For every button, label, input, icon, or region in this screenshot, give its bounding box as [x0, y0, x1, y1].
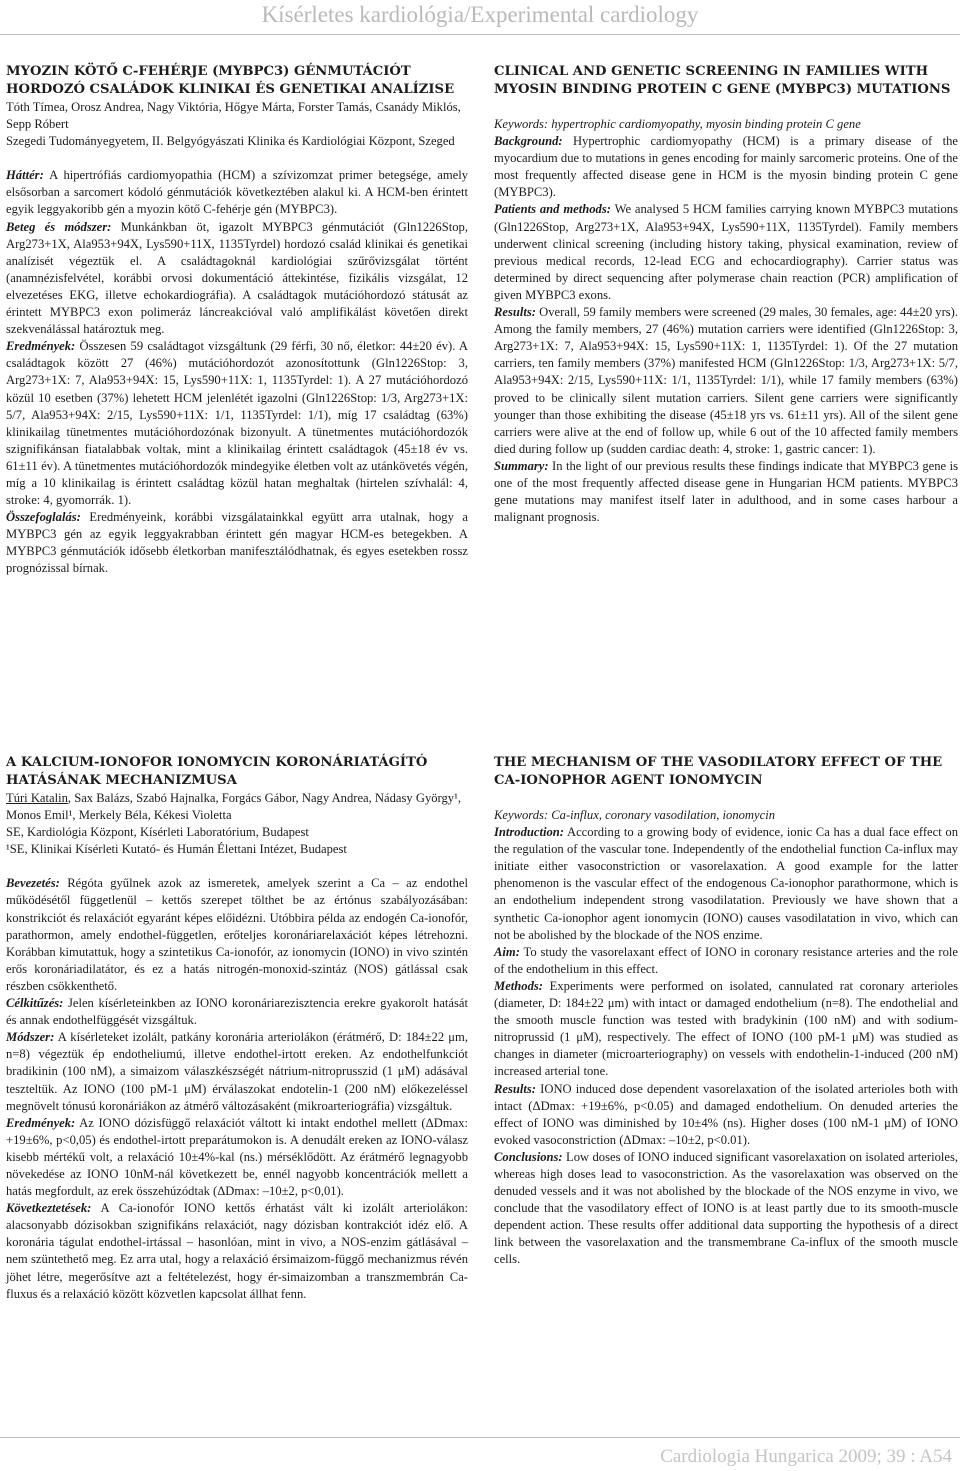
section-text: We analysed 5 HCM families carrying known MYBPC3 mutations (Gln1226Stop, Arg273+1X, Ala953+94X, Lys590+11X, 1135Tyrdel). Family members underwent clinical screening (including history taking, physical examination, review of previous medical records, 12-lead ECG and echocardiography). Carrier status was determined by direct sequencing after polymerase chain reaction (PCR) amplification of given MYBPC3 exons. — [494, 202, 959, 302]
section-text: A kísérleteket izolált, patkány koronária arteriolákon (érátmérő, D: 184±22 μm, n=8) végeztük ép endotheliumú, illetve endothel-irtott ereken. Az endothelfunkciót bradikinin (100 nM), a simaizom válaszkészségét nátrium-nitroprusszid (1 μM) adásával teszteltük. Az IONO (100 pM-1 μM) érválaszokat endotelin-1 (200 nM) előkezeléssel megnövelt tónusú koronáriákon az átmérő változásaként (mikroarteriográfia) vizsgáltuk. — [6, 1030, 468, 1113]
section-label: Results: — [494, 305, 536, 320]
section-text: Low doses of IONO induced significant vasorelaxation on isolated arterioles, whereas high doses lead to vasoconstriction. As the vasorelaxation was observed on the denuded vessels and it was not abolished by the blockade of the NOS enzyme in vivo, we conclude that the vasodilatory effect of IONO is at least partly due to its smooth-muscle dependent action. These results offer additional data supporting the hypothesis of a direct link between the vasorelaxation and the transmembrane Ca-influx of the smooth muscle cells. — [494, 1149, 958, 1267]
section-label: Beteg és módszer: — [6, 219, 112, 234]
section-text: Régóta gyűlnek azok az ismeretek, amelyek szerint a Ca – az endothel működésétől függetlenül – kettős szerepet tölthet be az értónus szabályozásában: konstrikciót és relaxációt egyaránt képes előidézni. Utóbbira példa az endogén Ca-ionofór, parathormon, amely endothel-független, erőteljes koronáriarelaxációt képes létrehozni. Korábban kimutattuk, hogy a szintetikus Ca-ionofór, az ionomycin (IONO) in vivo szintén erős koronáriadilatátor, és ez a hatás nitrogén-monoxid-szintáz (NOS) gátlással csak részben csökkenthető. — [6, 876, 468, 993]
section-label: Összefoglalás: — [6, 510, 81, 525]
section-modszer — [6, 1029, 468, 1114]
section-text: To study the vasorelaxant effect of IONO in coronary resistance arteries and the role of the endothelium in this effect. — [494, 944, 958, 976]
section-text: IONO induced dose dependent vasorelaxation of the isolated arterioles both with intact (ΔDmax: +19±6%, p<0.05) and damaged endothelium. On denuded arteries the effect of IONO was diminished by 10±4% (ns). Higher doses (100 nM-1 μM) of IONO evoked vasoconstriction (ΔDmax: –10±2, p<0.01). — [494, 1081, 958, 1147]
journal-footer: Cardiologia Hungarica 2009; 39 : A54 — [660, 1446, 952, 1467]
section-text: According to a growing body of evidence, ionic Ca has a dual face effect on the regulation of the vascular tone. Independently of the endothelial function Ca-influx may initiate either vasoconstriction or vasorelaxation. A good example for the latter phenomenon is the vascular effect of the endogenous Ca-ionophor parathormone, which is an endothelium independent strong vasodilatation. Previously we have shown that a synthetic Ca-ionophor agent ionomycin (IONO) causes vasodilatation in vivo, which can not be abolished by the blockade of the NOS enzime. — [494, 825, 958, 942]
abstract-authors: Tóth Tímea, Orosz Andrea, Nagy Viktória, Hőgye Márta, Forster Tamás, Csanády Miklós, Sepp Róbert — [6, 100, 461, 132]
abstract-hu-mybpc3 — [6, 63, 468, 578]
section-label: Results: — [494, 1081, 536, 1096]
section-label: Háttér: — [6, 168, 44, 183]
section-text: Összesen 59 családtagot vizsgáltunk (29 férfi, 30 nő, életkor: 44±20 év). A családtagok között 27 (46%) mutációhordozót azonosítottunk (Gln1226Stop: 3, Arg273+1X: 7, Ala953+94X: 15, Lys590+11X: 1, 1135Tyrdel: 1). A 27 mutációhordozó közül 10 esetben (37%) lehetett HCM jelenlétét igazolni (Gln1226Stop: 1/3, Arg273+1X: 5/7, Ala953+94X: 2/15, Lys590+11X: 1/1, 1135Tyrdel: 1/1), míg 17 családtag (63%) klinikailag tünetmentes mutációhordozónak bizonyult. A tünetmentes mutációhordozók szignifikánsan fiatalabbak voltak, mint a klinikailag érintett családtagok (45±18 év vs. 61±11 év). A tünetmentes mutációhordozók mindegyike életben volt az utánkövetés végén, míg a 10 klinikailag is érintett családtag közül hatan meghaltak (hirtelen szívhalál: 4, stroke: 4, gyomorrák. 1). — [6, 339, 468, 508]
section-label: Aim: — [494, 944, 520, 959]
abstract-title: MYOZIN KÖTŐ C-FEHÉRJE (MYBPC3) GÉNMUTÁCIÓT HORDOZÓ CSALÁDOK KLINIKAI ÉS GENETIKAI ANALÍZISE — [6, 64, 455, 97]
abstract-title: CLINICAL AND GENETIC SCREENING IN FAMILIES WITH MYOSIN BINDING PROTEIN C GENE (MYBPC3) MUTATIONS — [494, 64, 951, 97]
section-label: Conclusions: — [494, 1149, 563, 1164]
abstract-title: THE MECHANISM OF THE VASODILATORY EFFECT OF THE CA-IONOPHOR AGENT IONOMYCIN — [494, 755, 943, 788]
section-methods — [494, 978, 958, 1081]
section-introduction — [494, 824, 958, 944]
section-results — [494, 1081, 958, 1149]
section-bevezetes — [6, 875, 468, 995]
section-label: Summary: — [494, 458, 549, 473]
section-text: Az IONO dózisfüggő relaxációt váltott ki intakt endothel mellett (ΔDmax: +19±6%, p<0,05) és endothel-irtott preparátumokon is. A denudált ereken az IONO-válasz kisebb mértékű volt, a relaxáció 10±4%-kal (ns.) mérséklődött. Az érátmérő legnagyobb növekedése az IONO 10nM-nál következett be, ennél nagyobb koncentrációk mellett a hatás megfordult, az erek összehúzódtak (ΔDmax: –10±2, p<0,01). — [6, 1115, 468, 1199]
abstract-keywords: Keywords: hypertrophic cardiomyopathy, myosin binding protein C gene — [494, 117, 861, 131]
section-label: Célkitűzés: — [6, 996, 64, 1011]
section-patients-and-methods — [494, 201, 958, 304]
section-label: Background: — [494, 134, 563, 149]
section-conclusions — [494, 1149, 958, 1269]
section-background — [494, 133, 958, 201]
section-label: Patients and methods: — [494, 202, 611, 217]
abstract-affiliation-2: ¹SE, Klinikai Kísérleti Kutató- és Humán Élettani Intézet, Budapest — [6, 842, 347, 857]
section-text: Experiments were performed on isolated, cannulated rat coronary arterioles (diameter, D: 184±22 μm) with intact or damaged endothelium (n=8). The endothelial and the smooth muscle function was tested with bradykinin (100 nM) and with sodium-nitroprussid (1 μM), respectively. The effect of IONO (100 pM-1 μM) was studied as changes in diameter (microarteriography) on vessels with endothelin-1-induced (200 nM) increased arterial tone. — [494, 978, 958, 1079]
section-results — [494, 304, 958, 458]
abstract-authors — [6, 790, 468, 824]
section-hatter — [6, 167, 468, 218]
section-text: Overall, 59 family members were screened (29 males, 30 females, age: 44±20 yrs). Among the family members, 27 (46%) mutation carriers were identified (Gln1226Stop: 3, Arg273+1X: 7, Ala953+94X: 15, Lys590+11X: 1, 1135Tyrdel: 1). Of the 27 mutation carriers, ten family members (37%) manifested HCM (Gln1226Stop: 1/3, Arg273+1X: 5/7, Ala953+94X: 2/15, Lys590+11X: 1/1, 1135Tyrdel: 1/1), while 17 family members (63%) proved to be clinically silent mutation carriers. Silent gene carriers were significantly younger than those exhibiting the disease (45±18 yrs vs. 61±11 yrs). All of the silent gene carriers were alive at the end of follow up, while 6 out of the 10 affected family members died during follow up (sudden cardiac death: 4, stroke: 1, gastric cancer: 1). — [494, 305, 959, 456]
section-text: Munkánkban öt, igazolt MYBPC3 génmutációt (Gln1226Stop, Arg273+1X, Ala953+94X, Lys590+11X, 1135Tyrdel) hordozó család klinikai és genetikai analízisét végeztük el. A családtagoknál kardiológiai szűrővizsgálat történt (anamnézisfelvétel, korábbi orvosi dokumentáció áttekintése, fizikális vizsgálat, 12 elvezetéses EKG, illetve echokardiográfia). A családtagok mutációhordozó státusát az érintett MYBPC3 exon polimeráz láncreakcióval való amplifikálást követően direkt szekvenálással határoztuk meg. — [6, 219, 468, 337]
abstract-en-mybpc3 — [494, 63, 958, 526]
abstract-affiliation-1: SE, Kardiológia Központ, Kísérleti Laboratórium, Budapest — [6, 825, 309, 840]
section-summary — [494, 458, 958, 526]
section-eredmenyek — [6, 338, 468, 509]
section-beteg-es-modszer — [6, 219, 468, 339]
section-kovetkeztetesek — [6, 1200, 468, 1303]
section-label: Eredmények: — [6, 339, 76, 354]
section-label: Bevezetés: — [6, 876, 60, 891]
co-authors: , Sax Balázs, Szabó Hajnalka, Forgács Gábor, Nagy Andrea, Nádasy György¹, Monos Emil¹, Merkely Béla, Kékesi Violetta — [6, 791, 462, 823]
section-text: A hipertrófiás cardiomyopathia (HCM) a szívizomzat primer betegsége, amely elsősorban a sarcomert kódoló génmutációk következtében alakul ki. A HCM-ben érintett egyik leggyakoribb gén a myozin kötő C-fehérje gén (MYBPC3). — [6, 168, 468, 217]
abstract-affiliation: Szegedi Tudományegyetem, II. Belgyógyászati Klinika és Kardiológiai Központ, Szeged — [6, 134, 455, 149]
section-aim — [494, 944, 958, 978]
presenting-author: Túri Katalin — [6, 791, 68, 805]
section-text: Eredményeink, korábbi vizsgálatainkkal együtt arra utalnak, hogy a MYBPC3 gén az egyik leggyakrabban érintett gén magyar HCM-es betegekben. A MYBPC3 génmutációk idősebb életkorban manifesztálódhatnak, és egyes esetekben rossz prognózissal bírnak. — [6, 510, 468, 576]
abstract-title: A KALCIUM-IONOFOR IONOMYCIN KORONÁRIATÁGÍTÓ HATÁSÁNAK MECHANIZMUSA — [6, 755, 428, 788]
section-text: A Ca-ionofór IONO kettős érhatást vált ki izolált arteriolákon: alacsonyabb dózisokban szignifikáns relaxációt, nagy dózisban kontrakciót idéz elő. A koronária tágulat endothel-irtással – hasonlóan, mint in vivo, a NOS-enzim gátlásával – nem szüntethető meg. Ez arra utal, hogy a relaxáció érsimaizom-függő mechanizmus révén jöhet létre, megerősítve azt a feltételezést, hogy ér-simaizomban a transzmembrán Ca-fluxus és a relaxáció között közvetlen kapcsolat állhat fenn. — [6, 1201, 468, 1301]
section-osszefoglalas — [6, 509, 468, 577]
section-label: Introduction: — [494, 825, 564, 840]
section-label: Módszer: — [6, 1030, 55, 1045]
section-label: Methods: — [494, 978, 543, 993]
section-celkituzes — [6, 995, 468, 1029]
section-eredmenyek — [6, 1115, 468, 1200]
footer-divider — [0, 1437, 960, 1438]
section-label: Eredmények: — [6, 1115, 76, 1130]
section-text: Hypertrophic cardiomyopathy (HCM) is a primary disease of the myocardium due to mutations in genes encoding for mainly sarcomeric proteins. One of the most frequently affected disease gene in HCM is the myosin binding protein C gene (MYBPC3). — [494, 134, 958, 200]
abstract-en-ionomycin — [494, 754, 958, 1269]
section-label: Következtetések: — [6, 1201, 92, 1216]
abstract-hu-ionomycin — [6, 754, 468, 1303]
abstract-keywords: Keywords: Ca-influx, coronary vasodilation, ionomycin — [494, 808, 775, 822]
section-text: In the light of our previous results these findings indicate that MYBPC3 gene is one of the most frequently affected disease gene in Hungarian HCM patients. MYBPC3 gene mutations may manifest itself later in adulthood, and in some cases harbour a malignant prognosis. — [494, 458, 958, 525]
header-divider — [0, 34, 960, 35]
journal-section-header: Kísérletes kardiológia/Experimental cardiology — [261, 2, 699, 27]
section-text: Jelen kísérleteinkben az IONO koronáriarezisztencia erekre gyakorolt hatását és annak endothelfüggését vizsgáltuk. — [6, 996, 468, 1028]
